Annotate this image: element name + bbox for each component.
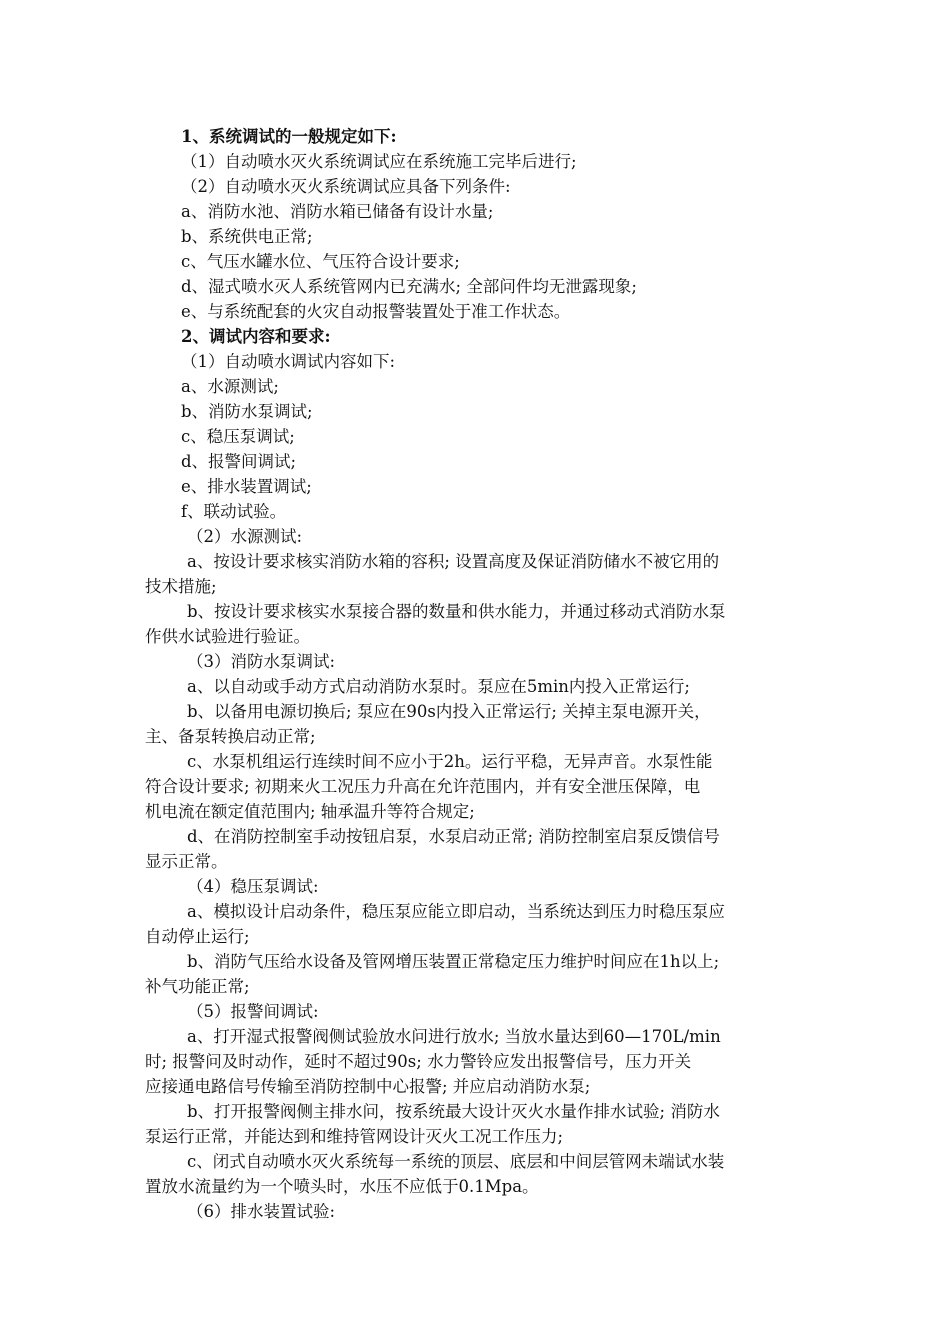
text-line: d、在消防控制室手动按钮启泵，水泵启动正常; 消防控制室启泵反馈信号: [187, 827, 720, 846]
text-line: 应接通电路信号传输至消防控制中心报警; 并应启动消防水泵;: [145, 1077, 591, 1096]
text-line: （4）稳压泵调试:: [187, 877, 319, 896]
text-line: 时; 报警问及时动作，延时不超过90s; 水力警铃应发出报警信号，压力开关: [145, 1052, 692, 1071]
text-line: （6）排水装置试验:: [187, 1202, 336, 1221]
text-line: （2）自动喷水灭火系统调试应具备下列条件:: [181, 177, 511, 196]
text-line: （5）报警间调试:: [187, 1002, 319, 1021]
text-line: 置放水流量约为一个喷头时，水压不应低于0.1Mpa。: [145, 1177, 539, 1196]
text-line: 技术措施;: [145, 577, 217, 596]
text-line: b、消防气压给水设备及管网增压装置正常稳定压力维护时间应在1h以上;: [187, 952, 720, 971]
text-line: b、系统供电正常;: [181, 227, 313, 246]
text-line: （2）水源测试:: [187, 527, 303, 546]
text-line: a、水源测试;: [181, 377, 279, 396]
text-line: b、以备用电源切换后; 泵应在90s内投入正常运行; 关掉主泵电源开关，: [187, 702, 711, 721]
text-line: （1）自动喷水灭火系统调试应在系统施工完毕后进行;: [181, 152, 577, 171]
text-line: f、联动试验。: [181, 502, 287, 521]
text-line: （1）自动喷水调试内容如下:: [181, 352, 396, 371]
text-line: a、消防水池、消防水箱已储备有设计水量;: [181, 202, 494, 221]
text-line: e、与系统配套的火灾自动报警装置处于准工作状态。: [181, 302, 571, 321]
text-line: d、湿式喷水灭人系统管网内已充满水; 全部问件均无泄露现象;: [181, 277, 637, 296]
section-heading: 1、系统调试的一般规定如下:: [181, 127, 397, 146]
text-line: 作供水试验进行验证。: [145, 627, 310, 646]
text-line: a、打开湿式报警阀侧试验放水问进行放水; 当放水量达到60—170L/min: [187, 1027, 721, 1046]
text-line: b、消防水泵调试;: [181, 402, 313, 421]
text-line: 泵运行正常，并能达到和维持管网设计灭火工况工作压力;: [145, 1127, 564, 1146]
text-line: 符合设计要求; 初期来火工况压力升高在允许范围内，并有安全泄压保障，电: [145, 777, 701, 796]
document-body: [145, 124, 810, 1224]
text-line: a、以自动或手动方式启动消防水泵时。泵应在5min内投入正常运行;: [187, 677, 690, 696]
text-line: 显示正常。: [145, 852, 228, 871]
section-heading: 2、调试内容和要求:: [181, 327, 331, 346]
text-line: d、报警间调试;: [181, 452, 297, 471]
text-line: b、打开报警阀侧主排水问，按系统最大设计灭火水量作排水试验; 消防水: [187, 1102, 720, 1121]
text-line: c、稳压泵调试;: [181, 427, 295, 446]
text-line: e、排水装置调试;: [181, 477, 312, 496]
text-line: 机电流在额定值范围内; 轴承温升等符合规定;: [145, 802, 475, 821]
text-line: 补气功能正常;: [145, 977, 250, 996]
text-line: （3）消防水泵调试:: [187, 652, 336, 671]
text-line: a、按设计要求核实消防水箱的容积; 设置高度及保证消防储水不被它用的: [187, 552, 720, 571]
text-line: c、水泵机组运行连续时间不应小于2h。运行平稳，无异声音。水泵性能: [187, 752, 713, 771]
text-line: 自动停止运行;: [145, 927, 250, 946]
text-line: c、气压水罐水位、气压符合设计要求;: [181, 252, 460, 271]
text-line: c、闭式自动喷水灭火系统每一系统的顶层、底层和中间层管网未端试水装: [187, 1152, 725, 1171]
text-line: 主、备泵转换启动正常;: [145, 727, 316, 746]
text-line: b、按设计要求核实水泵接合器的数量和供水能力，并通过移动式消防水泵: [187, 602, 726, 621]
text-line: a、模拟设计启动条件，稳压泵应能立即启动，当系统达到压力时稳压泵应: [187, 902, 725, 921]
